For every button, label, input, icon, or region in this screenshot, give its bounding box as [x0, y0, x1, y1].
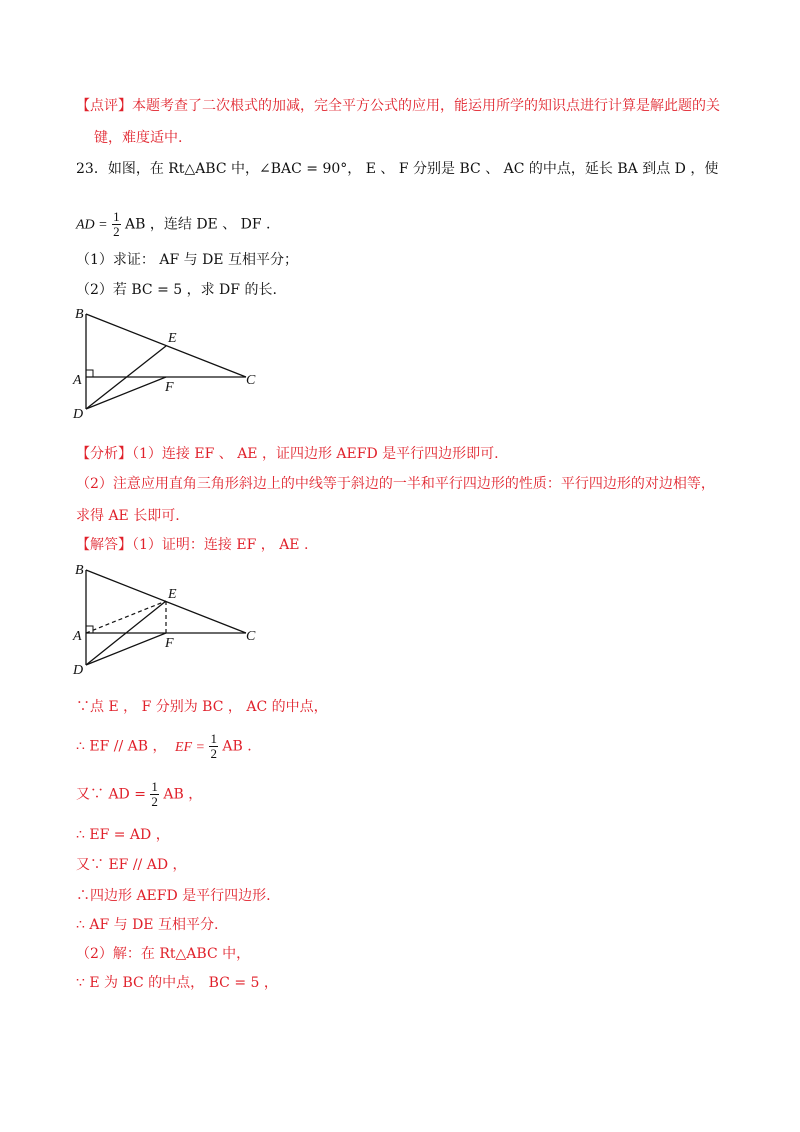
label-d: D: [73, 407, 84, 422]
analysis-line-3: 求得 AE 长即可.: [76, 508, 180, 524]
label-a: A: [73, 373, 82, 388]
question-2: （2）若 BC = 5 ，求 DF 的长.: [76, 282, 277, 298]
proof-line-5: 又∵ EF // AD ，: [76, 857, 187, 873]
fraction-half: $\frac{1}{2}$: [210, 731, 217, 761]
label-b: B: [75, 563, 84, 578]
fraction-half: $\frac{1}{2}$: [113, 209, 120, 239]
problem-statement: 23．如图，在 Rt△ABC 中，∠BAC = 90°， E 、 F 分别是 BC 、 AC 的中点，延长 BA 到点 D ，使: [76, 161, 719, 177]
question-1: （1）求证： AF 与 DE 互相平分；: [76, 252, 298, 268]
proof-line-8: （2）解：在 Rt△ABC 中，: [76, 946, 251, 962]
proof-line-1: ∵点 E ， F 分别为 BC ， AC 的中点，: [76, 699, 328, 715]
analysis-line-1: 【分析】（1）连接 EF 、 AE ，证四边形 AEFD 是平行四边形即可.: [76, 446, 499, 462]
ad-expression-right: AB ，连结 DE 、 DF .: [125, 216, 271, 233]
comment-line-2: 键，难度适中.: [94, 130, 183, 146]
analysis-line-2: （2）注意应用直角三角形斜边上的中线等于斜边的一半和平行四边形的性质：平行四边形的对边相等，: [76, 476, 715, 492]
label-c: C: [246, 629, 256, 644]
solution-line-1: 【解答】（1）证明：连接 EF ， AE .: [76, 537, 309, 553]
label-c: C: [246, 373, 256, 388]
figure-1: [70, 304, 350, 424]
proof-line-3: 又∵ AD = $\frac{1}{2}$ AB ，: [76, 779, 203, 809]
label-b: B: [75, 307, 84, 322]
label-f: F: [165, 636, 174, 651]
problem-condition: [76, 210, 271, 240]
figure-2: [70, 560, 350, 680]
proof-line-9: ∵ E 为 BC 的中点， BC = 5 ，: [76, 975, 278, 991]
proof-line-2: ∴ EF // AB ， EF = $\frac{1}{2}$ AB .: [76, 731, 252, 761]
ad-expression: AD =: [76, 217, 108, 233]
proof-line-6: ∴四边形 AEFD 是平行四边形.: [76, 888, 271, 904]
comment-line-1: 【点评】本题考查了二次根式的加减，完全平方公式的应用，能运用所学的知识点进行计算是解此题的关: [76, 98, 720, 114]
label-a: A: [73, 629, 82, 644]
label-f: F: [165, 380, 174, 395]
label-e: E: [168, 331, 177, 346]
label-e: E: [168, 587, 177, 602]
proof-line-4: ∴ EF = AD ，: [76, 827, 170, 843]
proof-line-7: ∴ AF 与 DE 互相平分.: [76, 917, 219, 933]
label-d: D: [73, 663, 84, 678]
fraction-half: $\frac{1}{2}$: [151, 779, 158, 809]
